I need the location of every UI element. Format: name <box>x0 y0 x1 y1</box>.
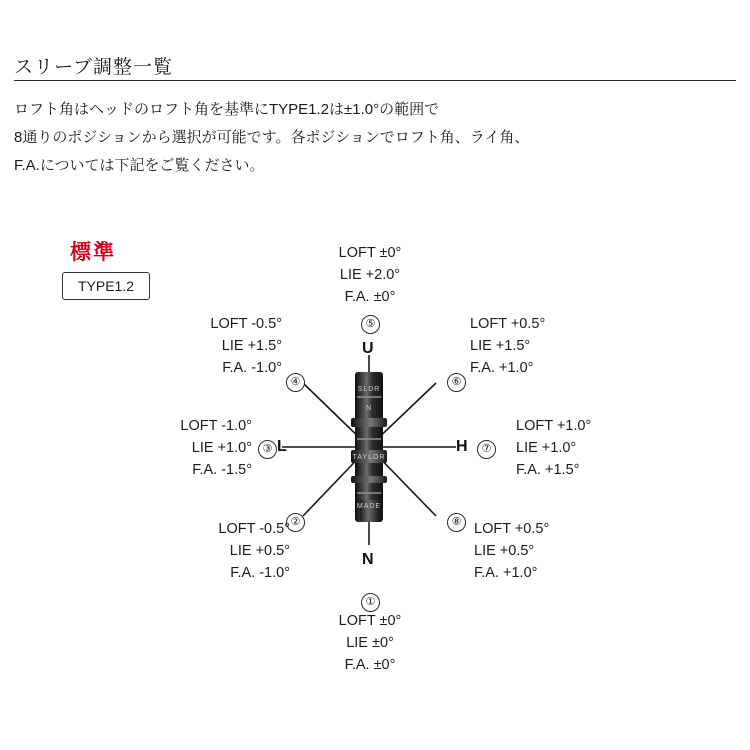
position-8-lie: LIE +0.5° <box>474 543 535 559</box>
position-number-1: ① <box>361 593 380 612</box>
sleeve-band-2 <box>357 438 381 440</box>
sleeve-mark-4: MADE <box>356 503 382 510</box>
standard-label: 標準 <box>70 241 116 264</box>
sleeve-mark-3: TAYLOR <box>352 454 386 461</box>
position-2-loft: LOFT -0.5° <box>218 521 290 537</box>
position-6-fa: F.A. +1.0° <box>470 360 534 376</box>
position-6-lie: LIE +1.5° <box>470 338 531 354</box>
sleeve-illustration <box>349 372 389 522</box>
sleeve-collar-1 <box>351 418 387 427</box>
position-number-3: ③ <box>258 440 277 459</box>
position-number-8: ⑧ <box>447 513 466 532</box>
position-number-6: ⑥ <box>447 373 466 392</box>
position-8-fa: F.A. +1.0° <box>474 565 538 581</box>
page-title: スリーブ調整一覧 <box>14 57 174 78</box>
position-8-loft: LOFT +0.5° <box>474 521 550 537</box>
position-specs-1 <box>275 610 465 676</box>
position-5-loft: LOFT ±0° <box>338 245 402 261</box>
position-letter-H: H <box>456 438 468 455</box>
position-1-loft: LOFT ±0° <box>338 613 402 629</box>
position-3-loft: LOFT -1.0° <box>180 418 252 434</box>
intro-line-1: ロフト角はヘッドのロフト角を基準にTYPE1.2は±1.0°の範囲で <box>14 101 440 118</box>
position-5-lie: LIE +2.0° <box>339 267 401 283</box>
position-1-lie: LIE ±0° <box>346 635 394 651</box>
sleeve-mark-2: N <box>365 405 373 412</box>
position-number-7: ⑦ <box>477 440 496 459</box>
position-specs-6 <box>470 313 670 379</box>
position-6-loft: LOFT +0.5° <box>470 316 546 332</box>
position-4-loft: LOFT -0.5° <box>210 316 282 332</box>
position-specs-7 <box>516 415 716 481</box>
position-specs-3 <box>62 415 252 481</box>
position-1-fa: F.A. ±0° <box>344 657 396 673</box>
position-4-lie: LIE +1.5° <box>221 338 282 354</box>
intro-text <box>14 96 714 180</box>
position-letter-N: N <box>362 551 374 568</box>
position-2-lie: LIE +0.5° <box>229 543 290 559</box>
position-4-fa: F.A. -1.0° <box>222 360 282 376</box>
sleeve-collar-3 <box>351 476 387 483</box>
position-number-5: ⑤ <box>361 315 380 334</box>
position-letter-L: L <box>277 438 287 455</box>
position-3-fa: F.A. -1.5° <box>192 462 252 478</box>
intro-line-2: 8通りのポジションから選択が可能です。各ポジションでロフト角、ライ角、 <box>14 129 530 146</box>
title-divider <box>14 80 736 81</box>
sleeve-mark-1: SLDR <box>357 386 381 393</box>
intro-line-3: F.A.については下記をご覧ください。 <box>14 157 265 174</box>
position-7-fa: F.A. +1.5° <box>516 462 580 478</box>
position-7-lie: LIE +1.0° <box>516 440 577 456</box>
position-2-fa: F.A. -1.0° <box>230 565 290 581</box>
position-5-fa: F.A. ±0° <box>344 289 396 305</box>
standard-type-badge <box>62 272 150 300</box>
position-specs-2 <box>100 518 290 584</box>
position-3-lie: LIE +1.0° <box>191 440 252 456</box>
position-specs-8 <box>474 518 674 584</box>
position-7-loft: LOFT +1.0° <box>516 418 592 434</box>
sleeve-band-3 <box>357 492 381 494</box>
position-specs-5 <box>275 242 465 308</box>
position-specs-4 <box>92 313 282 379</box>
position-number-2: ② <box>286 513 305 532</box>
position-number-4: ④ <box>286 373 305 392</box>
position-letter-U: U <box>362 340 374 357</box>
standard-type-text: TYPE1.2 <box>77 278 135 294</box>
sleeve-band-1 <box>357 396 381 398</box>
